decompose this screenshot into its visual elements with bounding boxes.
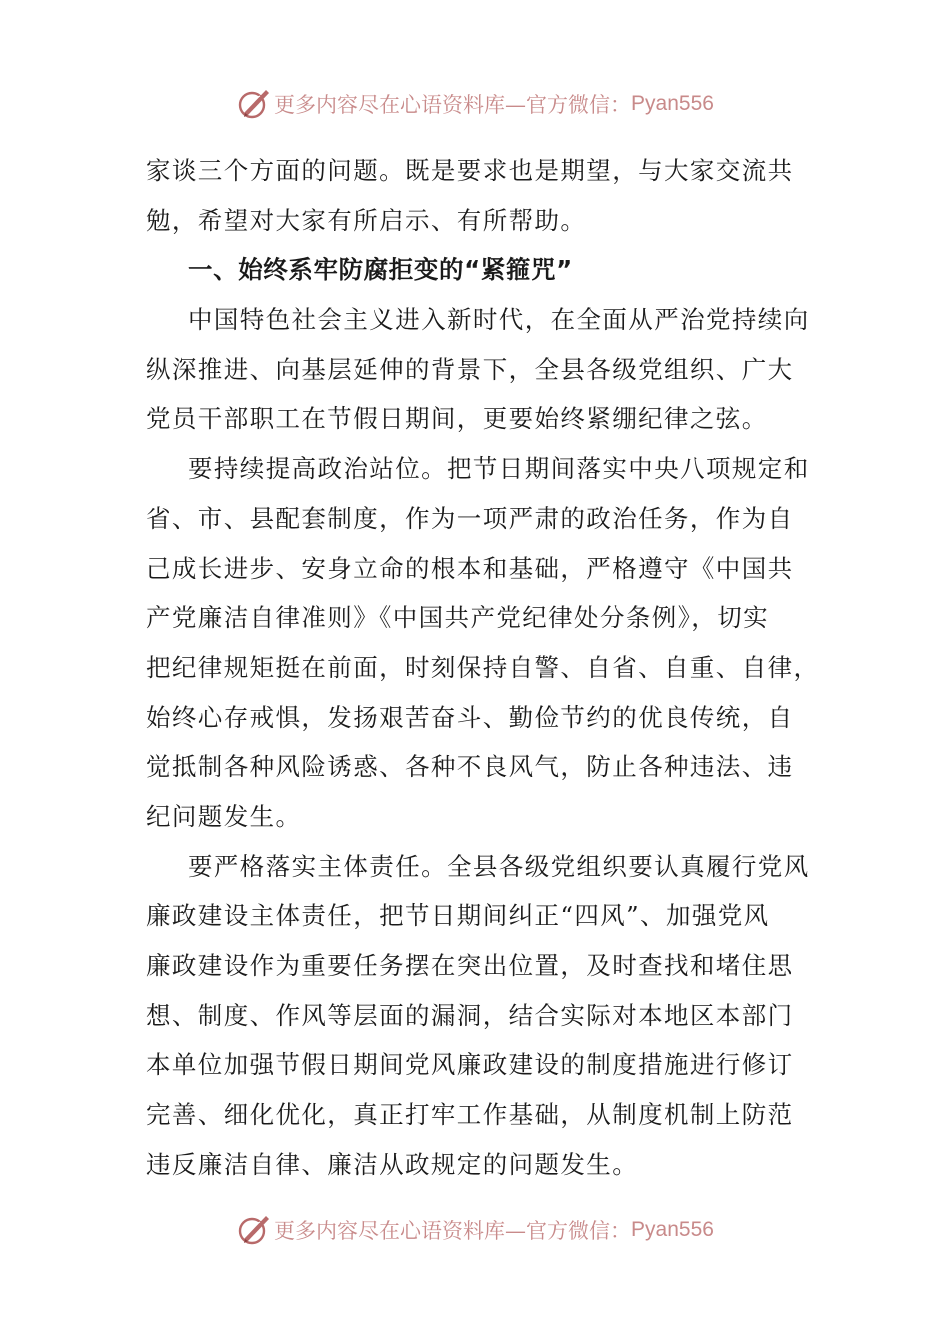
section-heading: 一、始终系牢防腐拒变的“紧箍咒” [188, 255, 573, 285]
footer-watermark-banner [0, 1210, 950, 1250]
text-line: 违反廉洁自律、廉洁从政规定的问题发生。 [146, 1149, 639, 1179]
text-line: 把纪律规矩挺在前面，时刻保持自警、自省、自重、自律， [146, 652, 820, 682]
document-body [146, 146, 820, 1189]
watermark-wechat-id: Pyan556 [631, 1218, 714, 1241]
watermark-wechat-id: Pyan556 [631, 92, 714, 115]
text-line: 完善、细化优化，真正打牢工作基础，从制度机制上防范 [146, 1100, 794, 1130]
text-line: 要持续提高政治站位。把节日期间落实中央八项规定和 [188, 454, 810, 484]
text-line: 始终心存戒惧，发扬艰苦奋斗、勤俭节约的优良传统，自 [146, 702, 794, 732]
quill-pen-circle-icon [236, 86, 272, 122]
text-line: 己成长进步、安身立命的根本和基础，严格遵守《中国共 [146, 553, 794, 583]
text-line: 产党廉洁自律准则》《中国共产党纪律处分条例》，切实 [146, 603, 769, 633]
text-line: 要严格落实主体责任。全县各级党组织要认真履行党风 [188, 851, 810, 881]
text-line: 省、市、县配套制度，作为一项严肃的政治任务，作为自 [146, 503, 794, 533]
text-line: 纪问题发生。 [146, 801, 302, 831]
text-line: 家谈三个方面的问题。既是要求也是期望，与大家交流共 [146, 156, 794, 185]
watermark-text: 更多内容尽在心语资料库—官方微信： [274, 93, 632, 117]
text-line: 觉抵制各种风险诱惑、各种不良风气，防止各种违法、违 [146, 752, 794, 782]
text-line: 想、制度、作风等层面的漏洞，结合实际对本地区本部门 [146, 1000, 794, 1030]
text-line: 廉政建设主体责任，把节日期间纠正“四风”、加强党风 [146, 901, 770, 931]
text-line: 中国特色社会主义进入新时代，在全面从严治党持续向 [188, 305, 810, 335]
text-line: 纵深推进、向基层延伸的背景下，全县各级党组织、广大 [146, 354, 794, 384]
text-line: 本单位加强节假日期间党风廉政建设的制度措施进行修订 [146, 1050, 794, 1080]
text-line: 廉政建设作为重要任务摆在突出位置，及时查找和堵住思 [146, 951, 794, 980]
quill-pen-circle-icon [236, 1212, 272, 1248]
watermark-text: 更多内容尽在心语资料库—官方微信： [274, 1219, 632, 1243]
text-line: 勉，希望对大家有所启示、有所帮助。 [146, 205, 587, 235]
text-line: 党员干部职工在节假日期间，更要始终紧绷纪律之弦。 [146, 404, 768, 434]
header-watermark-banner [0, 84, 950, 124]
